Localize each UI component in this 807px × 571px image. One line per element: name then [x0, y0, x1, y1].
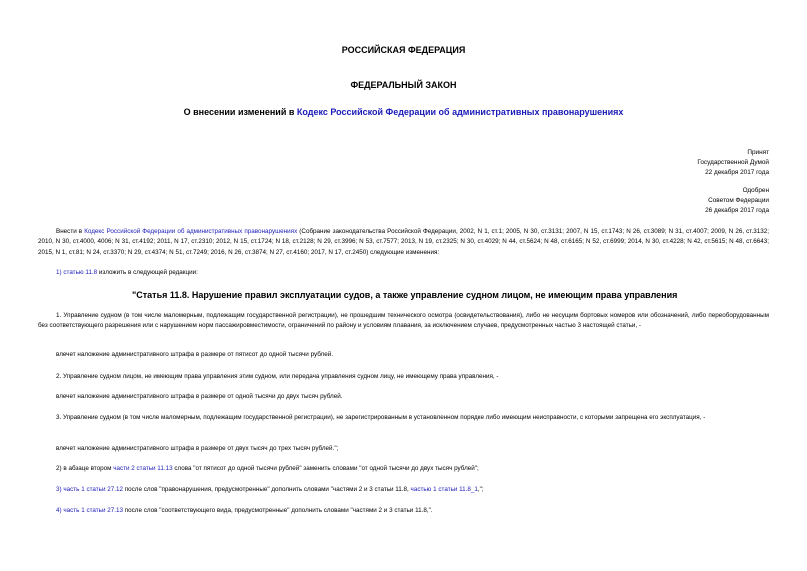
article-11-13-link[interactable]: части 2 статьи 11.13: [113, 465, 173, 472]
intro-before: Внести в: [56, 228, 85, 235]
para-3: 3. Управление судном (в том числе маломерным, подлежащим государственной регистрации), не зарегистрированным в установленном порядке либо имеющим неисправности, с которыми запрещена его эксплуатация, -: [56, 414, 706, 421]
approved-label: Одобрен: [742, 187, 769, 194]
item-1-text: изложить в следующей редакции:: [97, 269, 198, 276]
item-2: [38, 464, 769, 474]
item-4: [38, 506, 769, 516]
approved-date: 26 декабря 2017 года: [705, 207, 769, 214]
law-title-prefix: О внесении изменений в: [183, 107, 297, 117]
koap-link[interactable]: Кодекс Российской Федерации об административных правонарушениях: [84, 228, 298, 235]
country-heading: РОССИЙСКАЯ ФЕДЕРАЦИЯ: [341, 45, 466, 55]
adopted-label: Принят: [747, 149, 769, 156]
item-3: [38, 485, 769, 495]
para-3-penalty: влечет наложение административного штрафа в размере от двух тысяч до трех тысяч рублей.";: [56, 445, 339, 452]
item-3-num[interactable]: 3): [56, 486, 64, 493]
intro-paragraph: [38, 227, 769, 258]
law-type-heading: ФЕДЕРАЛЬНЫЙ ЗАКОН: [350, 80, 457, 90]
article-27-13-link[interactable]: часть 1 статьи 27.13: [63, 507, 123, 514]
para-2: 2. Управление судном лицом, не имеющим права управления этим судном, или передача управления судном лицу, не имеющему права управления, -: [56, 373, 499, 380]
para-1-penalty: влечет наложение административного штрафа в размере от пятисот до одной тысячи рублей.: [56, 351, 333, 358]
item-4-after: после слов "соответствующего вида, предусмотренные" дополнить словами "частями 2 и 3 статьи 11.8,".: [122, 507, 433, 514]
approved-block: [705, 186, 769, 216]
adopted-date: 22 декабря 2017 года: [705, 169, 769, 176]
intro-after: (Собрание законодательства Российской Федерации, 2002, N 1, ст.1; 2005, N 30, ст.3131; 2007, N 15, ст.1743; N 26, ст.3089; N 31, ст.4007; 2009, N 26, ст.3132; 2010, N 30, ст.4000, 4006; N 31, ст.4192; 2011, N 17, ст.2310; 2012, N 15, ст.1724; N 18, ст.2128; N 29, ст.3996; N 53, ст.7577; 2013, N 19, ст.2325; N 30, ст.4029; N 44, ст.5624; N 48, ст.6165; N 52, ст.6999; 2014, N 30, ст.4228; N 42, ст.5615; N 48, ст.6643; 2015, N 1, ст.81; N 24, ст.3370; N 29, ст.4374; N 51, ст.7249; 2016, N 26, ст.3874; N 27, ст.4160; 2017, N 17, ст.2450) следующие изменения:: [38, 228, 769, 256]
koap-title-link[interactable]: Кодекс Российской Федерации об административных правонарушениях: [296, 107, 624, 117]
item-2-before: 2) в абзаце втором: [56, 465, 114, 472]
adopted-body: Государственной Думой: [697, 159, 769, 166]
item-1-num[interactable]: 1): [56, 269, 64, 276]
article-heading: "Статья 11.8. Нарушение правил эксплуатации судов, а также управление судном лицом, не имеющим права управления: [132, 290, 678, 300]
article-11-8-1-link[interactable]: частью 1 статьи 11.8_1: [410, 486, 478, 493]
item-2-after: слова "от пятисот до одной тысячи рублей" заменить словами "от одной тысячи до двух тысяч рублей";: [172, 465, 479, 472]
approved-body: Советом Федерации: [708, 197, 769, 204]
item-3-mid: после слов "правонарушения, предусмотренные" дополнить словами "частями 2 и 3 статьи 11.8,: [122, 486, 411, 493]
article-11-8-link[interactable]: статью 11.8: [63, 269, 98, 276]
item-4-num[interactable]: 4): [56, 507, 64, 514]
para-2-penalty: влечет наложение административного штрафа в размере от одной тысячи до двух тысяч рублей.: [56, 393, 343, 400]
article-27-12-link[interactable]: часть 1 статьи 27.12: [63, 486, 123, 493]
item-3-end: ,";: [477, 486, 484, 493]
para-1: 1. Управление судном (в том числе маломерным, подлежащим государственной регистрации), не прошедшим технического осмотра (освидетельствования), либо не несущим бортовых номеров или обозначений, либо переоборудованным без соответствующего разрешения или с нарушением норм пассажировместимости, ограничений по району и условиям плавания, за исключением случаев, предусмотренных частью 3 настоящей статьи, -: [38, 312, 769, 330]
law-title: [0, 107, 807, 117]
item-1: [38, 268, 769, 278]
adopted-block: [697, 148, 769, 178]
